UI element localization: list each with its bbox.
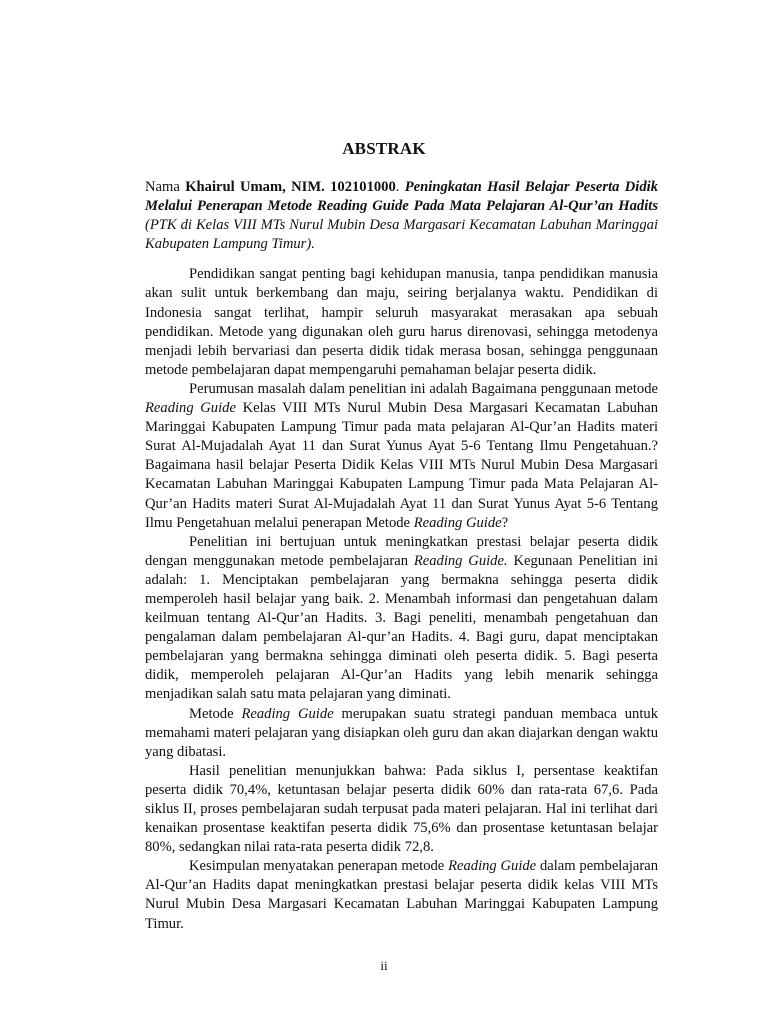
- italic-term: Reading Guide: [448, 858, 537, 875]
- text-run: merupakan suatu strategi panduan membaca untuk memahami materi pelajaran yang disiapkan oleh guru dan akan diajarkan dengan waktu yang dibatasi.: [145, 705, 658, 760]
- thesis-title: Peningkatan Hasil Belajar Peserta Didik Melalui Penerapan Metode Reading Guide Pada Mata Pelajaran Al-Qur’an Hadits: [145, 179, 658, 215]
- italic-term: Reading Guide: [413, 514, 502, 531]
- italic-term: Reading Guide: [145, 400, 236, 417]
- thesis-subtitle: (PTK di Kelas VIII MTs Nurul Mubin Desa Margasari Kecamatan Labuhan Maringgai Kabupaten Lampung Timur).: [145, 217, 658, 253]
- italic-term: Reading Guide.: [413, 552, 508, 569]
- name-label: Nama: [145, 179, 186, 195]
- page-number: ii: [380, 958, 388, 973]
- paragraph-method: [145, 705, 658, 762]
- paragraph-objectives: [145, 533, 658, 705]
- abstract-body: [145, 178, 658, 934]
- text-run: Penelitian ini bertujuan untuk meningkatkan prestasi belajar peserta didik dengan menggunakan metode pembelajaran: [145, 533, 658, 569]
- paragraph-background: Pendidikan sangat penting bagi kehidupan manusia, tanpa pendidikan manusia akan sulit untuk berkembang dan maju, seiring berjalanya waktu. Pendidikan di Indonesia sangat terlihat, hampir seluruh masyarakat merasakan apa sebuah pendidikan. Metode yang digunakan oleh guru harus direnovasi, sehingga metodenya menjadi lebih bervariasi dan peserta didik tidak merasa bosan, sehingga penggunaan metode pembelajaran dapat mempengaruhi pemahaman belajar peserta didik.: [145, 266, 658, 378]
- paragraph-problem: [145, 380, 658, 533]
- paragraph-results: Hasil penelitian menunjukkan bahwa: Pada siklus I, persentase keaktifan peserta didik 70,4%, ketuntasan belajar peserta didik 60% dan rata-rata 67,6. Pada siklus II, proses pembelajaran sudah terpusat pada materi pelajaran. Hal ini terlihat dari kenaikan prosentase keaktifan peserta didik 75,6% dan prosentase ketuntasan belajar 80%, sedangkan nilai rata-rata peserta didik 72,8.: [145, 762, 658, 856]
- text-run: Kelas VIII MTs Nurul Mubin Desa Margasari Kecamatan Labuhan Maringgai Kabupaten Lampung Timur pada mata pelajaran Al-Qur’an Hadits materi Surat Al-Mujadalah Ayat 11 dan Surat Yunus Ayat 5-6 Tentang Ilmu Pengetahuan.? Bagaimana hasil belajar Peserta Didik Kelas VIII MTs Nurul Mubin Desa Margasari Kecamatan Labuhan Maringgai Kabupaten Lampung Timur pada Mata Pelajaran Al-Qur’an Hadits materi Surat Al-Mujadalah Ayat 11 dan Surat Yunus Ayat 5-6 Tentang Ilmu Pengetahuan melalui penerapan Metode: [145, 400, 658, 531]
- text-run: Metode: [189, 705, 242, 722]
- paragraph-conclusion: [145, 857, 658, 933]
- text-run: Kegunaan Penelitian ini adalah: 1. Menciptakan pembelajaran yang bermakna sehingga peserta didik memperoleh hasil belajar yang baik. 2. Menambah informasi dan pengetahuan dalam keilmuan tentang Al-Qur’an Hadits. 3. Bagi peneliti, menambah pengetahuan dan pengalaman dalam pembelajaran Al-qur’an Hadits. 4. Bagi guru, dapat menciptakan pembelajaran yang bermakna sehingga diminati oleh peserta didik. 5. Bagi peserta didik, memperoleh pelajaran Al-Qur’an Hadits yang lebih menarik sehingga menjadikan salah satu mata pelajaran yang diminati.: [145, 552, 659, 703]
- identity-paragraph: [145, 178, 658, 254]
- identity-separator: .: [395, 179, 405, 195]
- italic-term: Reading Guide: [241, 705, 334, 722]
- author-name: Khairul Umam, NIM. 102101000: [185, 179, 396, 195]
- page-title: ABSTRAK: [342, 139, 426, 158]
- text-run: ?: [501, 514, 509, 531]
- text-run: dalam pembelajaran Al-Qur’an Hadits dapat meningkatkan prestasi belajar peserta didik kelas VIII MTs Nurul Mubin Desa Margasari Kecamatan Labuhan Maringgai Kabupaten Lampung Timur.: [145, 858, 658, 932]
- text-run: Kesimpulan menyatakan penerapan metode: [189, 858, 449, 875]
- text-run: Perumusan masalah dalam penelitian ini adalah Bagaimana penggunaan metode: [189, 380, 658, 397]
